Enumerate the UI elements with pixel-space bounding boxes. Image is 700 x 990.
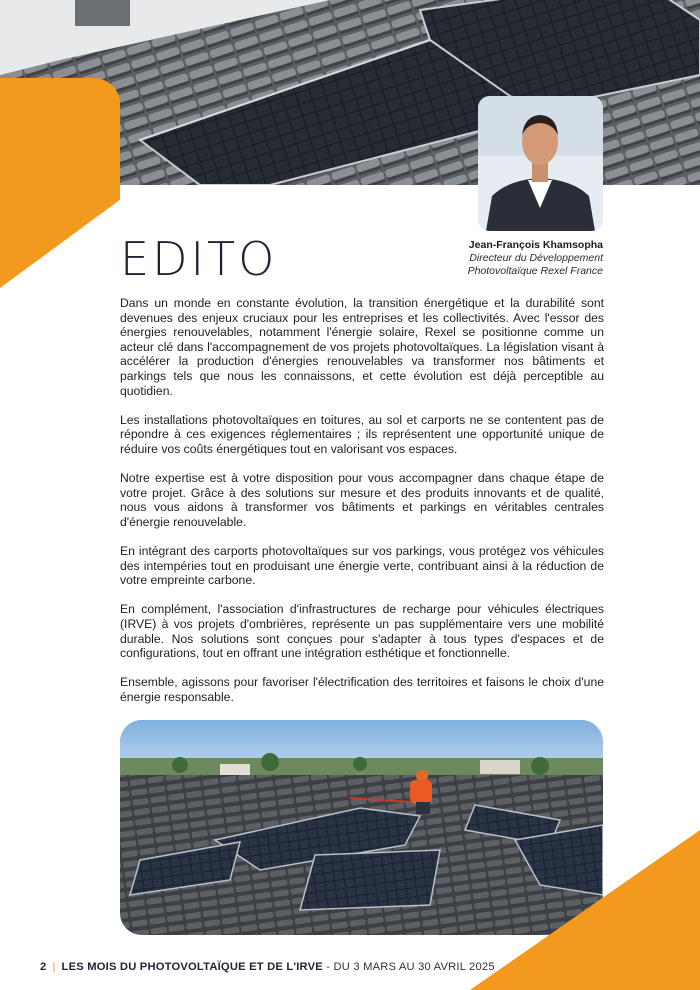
paragraph: Ensemble, agissons pour favoriser l'électrification des territoires et faisons le choix d'une énergie responsable. (120, 675, 604, 705)
rooftop-installation-illustration (120, 720, 603, 935)
paragraph: En intégrant des carports photovoltaïques sur vos parkings, vous protégez vos véhicules des intempéries tout en produisant une énergie verte, contribuant ainsi à la réduction de votre empreinte carbone. (120, 544, 604, 588)
footer-dates: - DU 3 MARS AU 30 AVRIL 2025 (326, 961, 495, 973)
author-portrait (478, 96, 603, 231)
author-name: Jean-François Khamsopha (468, 239, 603, 251)
orange-accent-shape-left (0, 78, 120, 288)
author-signature (468, 239, 603, 278)
page-title: EDITO (120, 232, 278, 286)
author-role-line1: Directeur du Développement (469, 252, 603, 264)
editorial-body (120, 296, 604, 719)
paragraph: En complément, l'association d'infrastructures de recharge pour véhicules électriques (IRVE) à vos projets d'ombrières, représente un pas supplémentaire vers une mobilité durable. Nos solutions sont conçues pour s'adapter à tous types d'espaces et de configurations, tout en offrant une intégration esthétique et fonctionnelle. (120, 602, 604, 661)
paragraph: Dans un monde en constante évolution, la transition énergétique et la durabilité sont devenues des enjeux cruciaux pour les entreprises et les collectivités. Avec l'essor des énergies renouvelables, notamment l'énergie solaire, Rexel se positionne comme un acteur clé dans l'accompagnement de vos projets photovoltaïques. La législation visant à accélérer la production d'énergies renouvelables va transformer nos bâtiments et parkings tels que nous les connaissons, et cette évolution est déjà perceptible au quotidien. (120, 296, 604, 398)
portrait-illustration (478, 96, 603, 231)
paragraph: Notre expertise est à votre disposition pour vous accompagner dans chaque étape de votre projet. Grâce à des solutions sur mesure et des produits innovants et de qualité, nous vous aidons à transformer vos bâtiments et parkings en véritables centrales d'énergie renouvelable. (120, 471, 604, 529)
footer-title: LES MOIS DU PHOTOVOLTAÏQUE ET DE L'IRVE (61, 961, 323, 973)
page-footer (40, 961, 495, 973)
footer-separator: | (52, 961, 56, 973)
paragraph: Les installations photovoltaïques en toitures, au sol et carports ne se contentent pas de répondre à ces exigences réglementaires ; ils représentent une opportunité unique de réduire vos coûts énergétiques tout en valorisant vos espaces. (120, 412, 604, 456)
page-number: 2 (40, 961, 47, 973)
rooftop-installation-photo (120, 720, 603, 935)
author-role-line2: Photovoltaïque Rexel France (467, 265, 603, 277)
